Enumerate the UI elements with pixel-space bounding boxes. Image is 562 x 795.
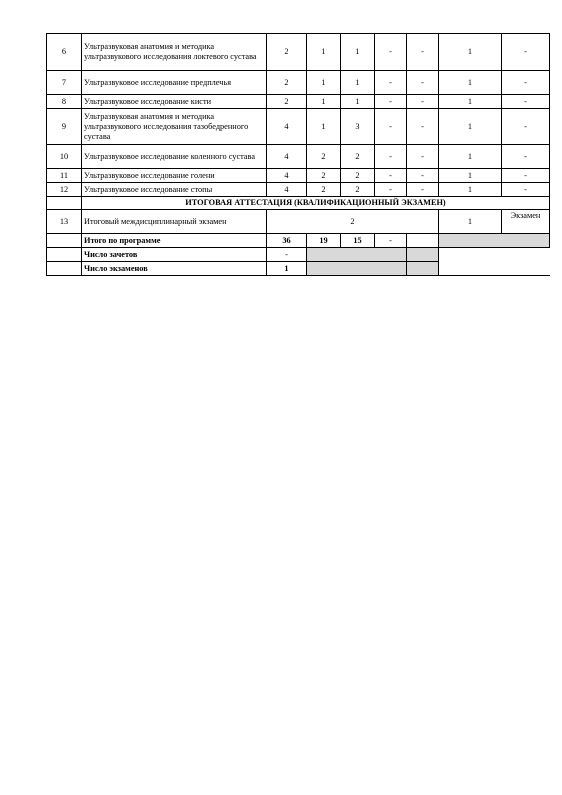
row-practice: 1 bbox=[341, 71, 375, 95]
credits-label: Число зачетов bbox=[82, 248, 267, 262]
total-spacer bbox=[47, 234, 82, 248]
row-num: 7 bbox=[47, 71, 82, 95]
row-c7: - bbox=[502, 183, 550, 197]
row-c5: - bbox=[407, 169, 439, 183]
row-num: 11 bbox=[47, 169, 82, 183]
row-c4: - bbox=[375, 145, 407, 169]
row-c4: - bbox=[375, 169, 407, 183]
row-total-hours: 4 bbox=[267, 169, 307, 183]
total-c3: 15 bbox=[341, 234, 375, 248]
attestation-header-row bbox=[47, 197, 550, 210]
table-row bbox=[47, 169, 550, 183]
exams-spacer bbox=[47, 262, 82, 276]
row-num: 6 bbox=[47, 34, 82, 71]
attestation-name: Итоговый междисциплинарный экзамен bbox=[82, 210, 267, 234]
total-c5 bbox=[407, 234, 439, 248]
total-c4: - bbox=[375, 234, 407, 248]
row-c6: 1 bbox=[439, 95, 502, 109]
row-total-hours: 4 bbox=[267, 183, 307, 197]
row-practice: 2 bbox=[341, 183, 375, 197]
attestation-form: Экзамен bbox=[502, 210, 550, 234]
row-lectures: 1 bbox=[307, 109, 341, 145]
row-c5: - bbox=[407, 109, 439, 145]
exams-gray-cell-2 bbox=[407, 262, 439, 276]
row-c7: - bbox=[502, 169, 550, 183]
row-c5: - bbox=[407, 145, 439, 169]
row-name: Ультразвуковая анатомия и методика ультразвукового исследования тазобедренного сустава bbox=[82, 109, 267, 145]
table-row bbox=[47, 34, 550, 71]
row-practice: 2 bbox=[341, 145, 375, 169]
row-c7: - bbox=[502, 34, 550, 71]
credits-spacer bbox=[47, 248, 82, 262]
row-name: Ультразвуковая анатомия и методика ультразвукового исследования локтевого сустава bbox=[82, 34, 267, 71]
row-c5: - bbox=[407, 34, 439, 71]
row-name: Ультразвуковое исследование предплечья bbox=[82, 71, 267, 95]
table-row bbox=[47, 95, 550, 109]
row-c6: 1 bbox=[439, 71, 502, 95]
row-c6: 1 bbox=[439, 169, 502, 183]
attestation-header-spacer bbox=[47, 197, 82, 210]
curriculum-table bbox=[46, 33, 550, 276]
row-name: Ультразвуковое исследование коленного сустава bbox=[82, 145, 267, 169]
row-practice: 2 bbox=[341, 169, 375, 183]
row-practice: 1 bbox=[341, 95, 375, 109]
row-c5: - bbox=[407, 71, 439, 95]
attestation-section bbox=[47, 197, 550, 276]
row-name: Ультразвуковое исследование кисти bbox=[82, 95, 267, 109]
row-lectures: 2 bbox=[307, 183, 341, 197]
table-row bbox=[47, 109, 550, 145]
total-c1: 36 bbox=[267, 234, 307, 248]
row-practice: 1 bbox=[341, 34, 375, 71]
row-c7: - bbox=[502, 95, 550, 109]
row-total-hours: 4 bbox=[267, 109, 307, 145]
exams-label: Число экзаменов bbox=[82, 262, 267, 276]
attestation-c6: 1 bbox=[439, 210, 502, 234]
row-lectures: 1 bbox=[307, 71, 341, 95]
row-name: Ультразвуковое исследование стопы bbox=[82, 183, 267, 197]
row-num: 12 bbox=[47, 183, 82, 197]
exams-row bbox=[47, 262, 550, 276]
row-c6: 1 bbox=[439, 109, 502, 145]
credits-row bbox=[47, 248, 550, 262]
row-lectures: 2 bbox=[307, 169, 341, 183]
credits-value: - bbox=[267, 248, 307, 262]
credits-empty bbox=[439, 248, 550, 262]
row-num: 8 bbox=[47, 95, 82, 109]
row-c7: - bbox=[502, 71, 550, 95]
exams-gray-cell bbox=[307, 262, 407, 276]
total-label: Итого по программе bbox=[82, 234, 267, 248]
row-num: 10 bbox=[47, 145, 82, 169]
row-c6: 1 bbox=[439, 145, 502, 169]
row-c5: - bbox=[407, 183, 439, 197]
row-name: Ультразвуковое исследование голени bbox=[82, 169, 267, 183]
row-total-hours: 2 bbox=[267, 95, 307, 109]
row-c7: - bbox=[502, 109, 550, 145]
row-c4: - bbox=[375, 95, 407, 109]
total-row bbox=[47, 234, 550, 248]
attestation-row bbox=[47, 210, 550, 234]
row-c7: - bbox=[502, 145, 550, 169]
row-c4: - bbox=[375, 71, 407, 95]
row-c4: - bbox=[375, 183, 407, 197]
table-body bbox=[47, 34, 550, 197]
total-gray-cell bbox=[439, 234, 550, 248]
row-total-hours: 4 bbox=[267, 145, 307, 169]
row-c4: - bbox=[375, 109, 407, 145]
row-c6: 1 bbox=[439, 34, 502, 71]
total-c2: 19 bbox=[307, 234, 341, 248]
row-c4: - bbox=[375, 34, 407, 71]
row-lectures: 1 bbox=[307, 34, 341, 71]
exams-empty bbox=[439, 262, 550, 276]
row-total-hours: 2 bbox=[267, 71, 307, 95]
table-row bbox=[47, 71, 550, 95]
row-lectures: 1 bbox=[307, 95, 341, 109]
row-c6: 1 bbox=[439, 183, 502, 197]
row-practice: 3 bbox=[341, 109, 375, 145]
attestation-title: ИТОГОВАЯ АТТЕСТАЦИЯ (КВАЛИФИКАЦИОННЫЙ ЭКЗАМЕН) bbox=[82, 197, 550, 210]
row-total-hours: 2 bbox=[267, 34, 307, 71]
attestation-hours: 2 bbox=[267, 210, 439, 234]
row-num: 9 bbox=[47, 109, 82, 145]
table-row bbox=[47, 183, 550, 197]
exams-value: 1 bbox=[267, 262, 307, 276]
credits-gray-cell bbox=[307, 248, 407, 262]
attestation-num: 13 bbox=[47, 210, 82, 234]
row-c5: - bbox=[407, 95, 439, 109]
credits-gray-cell-2 bbox=[407, 248, 439, 262]
row-lectures: 2 bbox=[307, 145, 341, 169]
table-row bbox=[47, 145, 550, 169]
